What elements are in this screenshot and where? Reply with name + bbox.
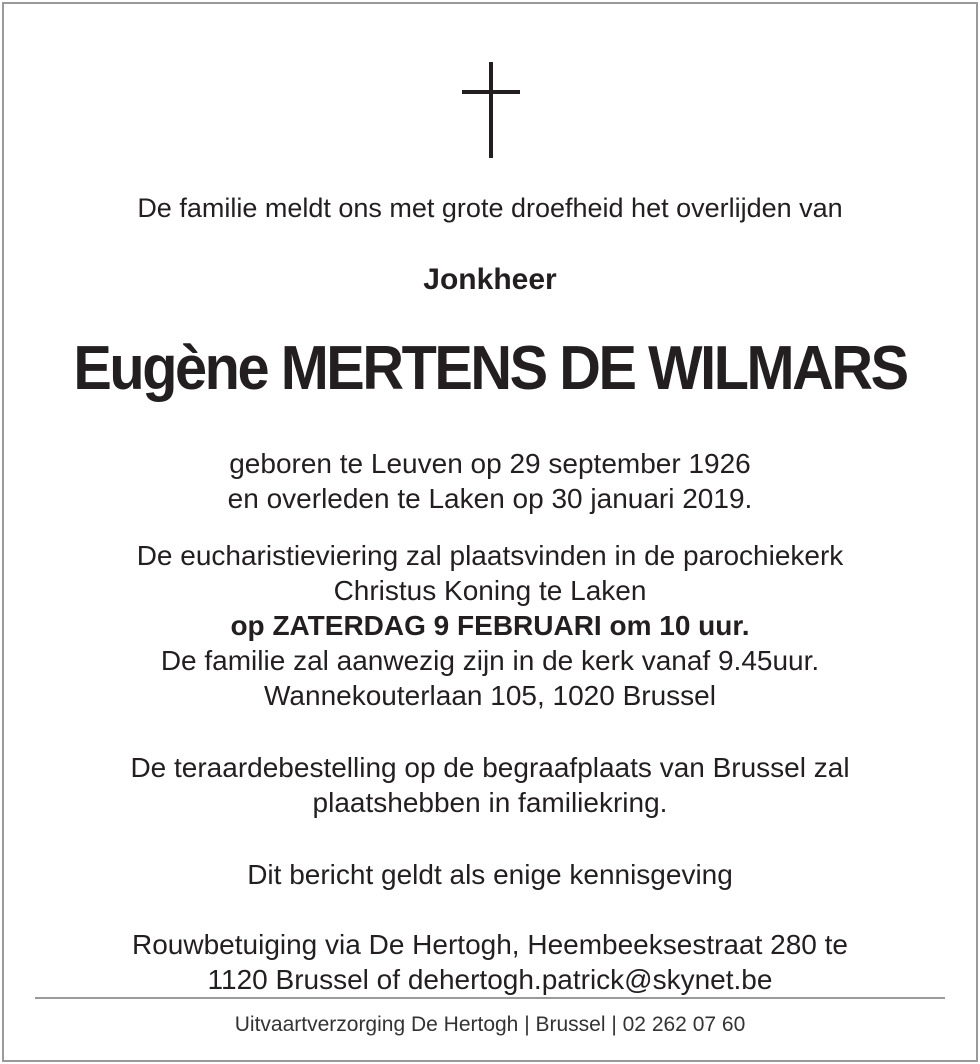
birth-line: geboren te Leuven op 29 september 1926 bbox=[229, 448, 751, 479]
notice-frame bbox=[2, 2, 978, 1062]
condolence-block bbox=[0, 927, 980, 997]
burial-block bbox=[0, 750, 980, 820]
burial-line-2: plaatshebben in familiekring. bbox=[312, 787, 668, 818]
deceased-name: Eugène MERTENS DE WILMARS bbox=[73, 334, 907, 403]
mass-line-4: De familie zal aanwezig zijn in de kerk vanaf 9.45uur. bbox=[160, 645, 820, 676]
burial-line-1: De teraardebestelling op de begraafplaats van Brussel zal bbox=[130, 752, 850, 783]
footer-divider bbox=[35, 997, 945, 999]
condolence-line-2: 1120 Brussel of dehertogh.patrick@skynet.be bbox=[207, 964, 773, 995]
death-line: en overleden te Laken op 30 januari 2019. bbox=[227, 483, 753, 514]
condolence-line-1: Rouwbetuiging via De Hertogh, Heembeeksestraat 280 te bbox=[132, 929, 848, 960]
footer-text: Uitvaartverzorging De Hertogh | Brussel | 02 262 07 60 bbox=[234, 1013, 746, 1036]
cross-icon bbox=[462, 62, 520, 158]
mass-datetime: op ZATERDAG 9 FEBRUARI om 10 uur. bbox=[230, 610, 750, 641]
mass-address: Wannekouterlaan 105, 1020 Brussel bbox=[264, 680, 716, 711]
birth-death-block bbox=[0, 446, 980, 516]
mass-line-2: Christus Koning te Laken bbox=[333, 575, 647, 606]
honorific-title: Jonkheer bbox=[423, 263, 557, 296]
mass-block bbox=[0, 538, 980, 713]
intro-text: De familie meldt ons met grote droefheid het overlijden van bbox=[137, 193, 843, 223]
mass-line-1: De eucharistieviering zal plaatsvinden in de parochiekerk bbox=[136, 540, 844, 571]
notice-line: Dit bericht geldt als enige kennisgeving bbox=[247, 859, 733, 890]
